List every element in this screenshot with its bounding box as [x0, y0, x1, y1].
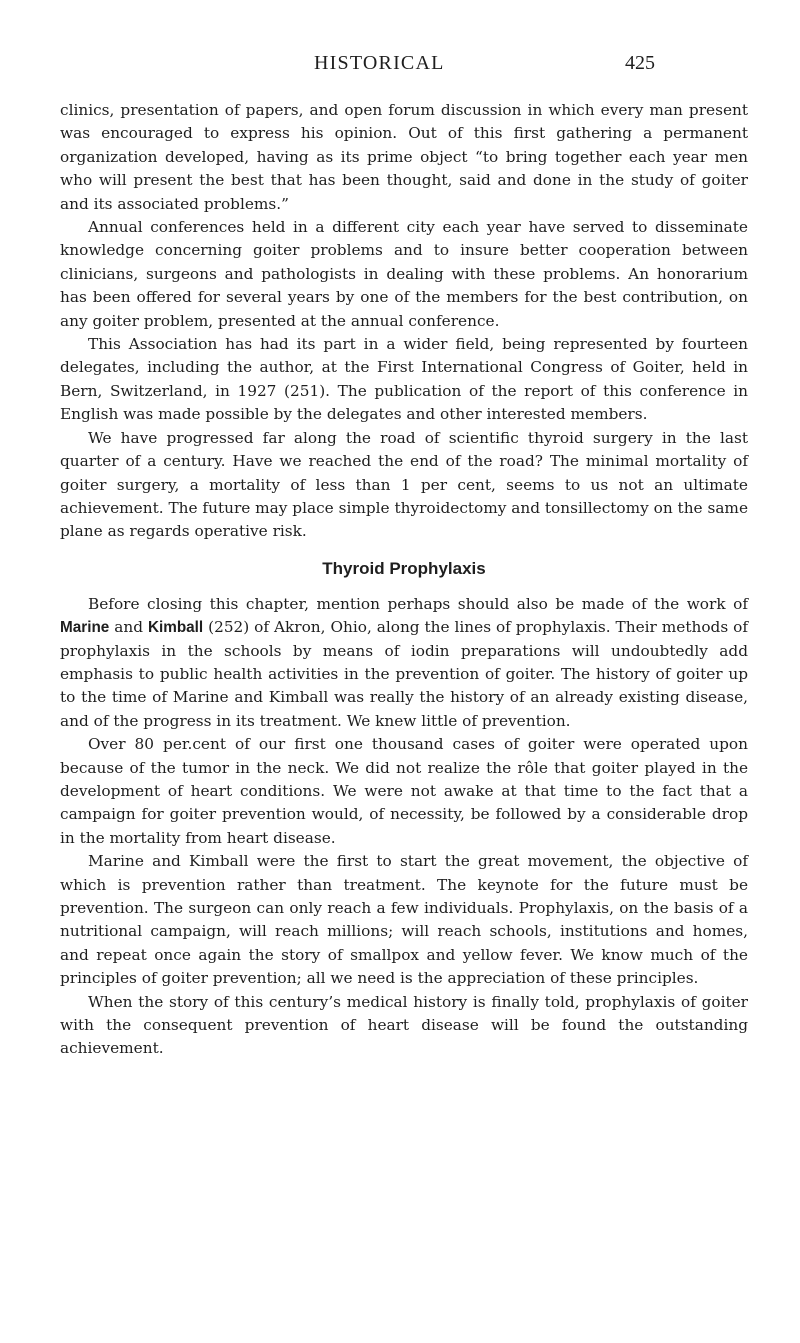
paragraph: Annual conferences held in a different city each year have served to disseminate knowledge concerning goiter problems and to insure better cooperation between clinicians, surgeons and pathologists in dealing with these problems. An honorarium has been offered for several years by one of the members for the best contribution, on any goiter problem, presented at the annual conference.: [60, 218, 748, 330]
paragraph: clinics, presentation of papers, and open forum discussion in which every man present was encouraged to express his opinion. Out of this first gathering a permanent organization developed, having as its prime object “to bring together each year men who will present the best that has been thought, said and done in the study of goiter and its associated problems.”: [60, 101, 748, 213]
running-header: [0, 52, 800, 80]
author-name-marine: Marine: [60, 619, 110, 637]
paragraph-text: (252) of Akron, Ohio, along the lines of prophylaxis. Their methods of prophylaxis in the schools by means of iodin preparations will undoubtedly add emphasis to public health activities in the prevention of goiter. The history of goiter up to the time of Marine and Kimball was really the history of an already existing disease, and of the progress in its treatment. We knew little of prevention.: [60, 618, 748, 730]
paragraph: We have progressed far along the road of scientific thyroid surgery in the last quarter of a century. Have we reached the end of the road? The minimal mortality of goiter surgery, a mortality of less than 1 per cent, seems to us not an ultimate achievement. The future may place simple thyroidectomy and tonsillectomy on the same plane as regards operative risk.: [60, 428, 748, 541]
page-number: 425: [625, 52, 655, 74]
paragraph: [60, 593, 748, 733]
section-heading: Thyroid Prophylaxis: [322, 558, 486, 578]
running-title: HISTORICAL: [314, 52, 445, 74]
paragraph-text: Before closing this chapter, mention perhaps should also be made of the work of: [88, 594, 748, 613]
paragraph: When the story of this century’s medical history is finally told, prophylaxis of goiter with the consequent prevention of heart disease will be found the outstanding achievement.: [60, 992, 748, 1058]
conjunction-text: and: [109, 618, 148, 637]
body-text: [60, 99, 748, 1061]
paragraph: Over 80 per.cent of our first one thousand cases of goiter were operated upon because of the tumor in the neck. We did not realize the rôle that goiter played in the development of heart conditions. We were not awake at that time to the fact that a campaign for goiter prevention would, of necessity, be followed by a considerable drop in the mortality from heart disease.: [60, 735, 748, 847]
paragraph: This Association has had its part in a wider field, being represented by fourteen delegates, including the author, at the First International Congress of Goiter, held in Bern, Switzerland, in 1927 (251). The publication of the report of this conference in English was made possible by the delegates and other interested members.: [60, 335, 748, 424]
paragraph: Marine and Kimball were the first to start the great movement, the objective of which is prevention rather than treatment. The keynote for the future must be prevention. The surgeon can only reach a few individuals. Prophylaxis, on the basis of a nutritional campaign, will reach millions; will reach schools, institutions and homes, and repeat once again the story of smallpox and yellow fever. We know much of the principles of goiter prevention; all we need is the appreciation of these principles.: [60, 852, 748, 988]
author-name-kimball: Kimball: [147, 619, 204, 637]
